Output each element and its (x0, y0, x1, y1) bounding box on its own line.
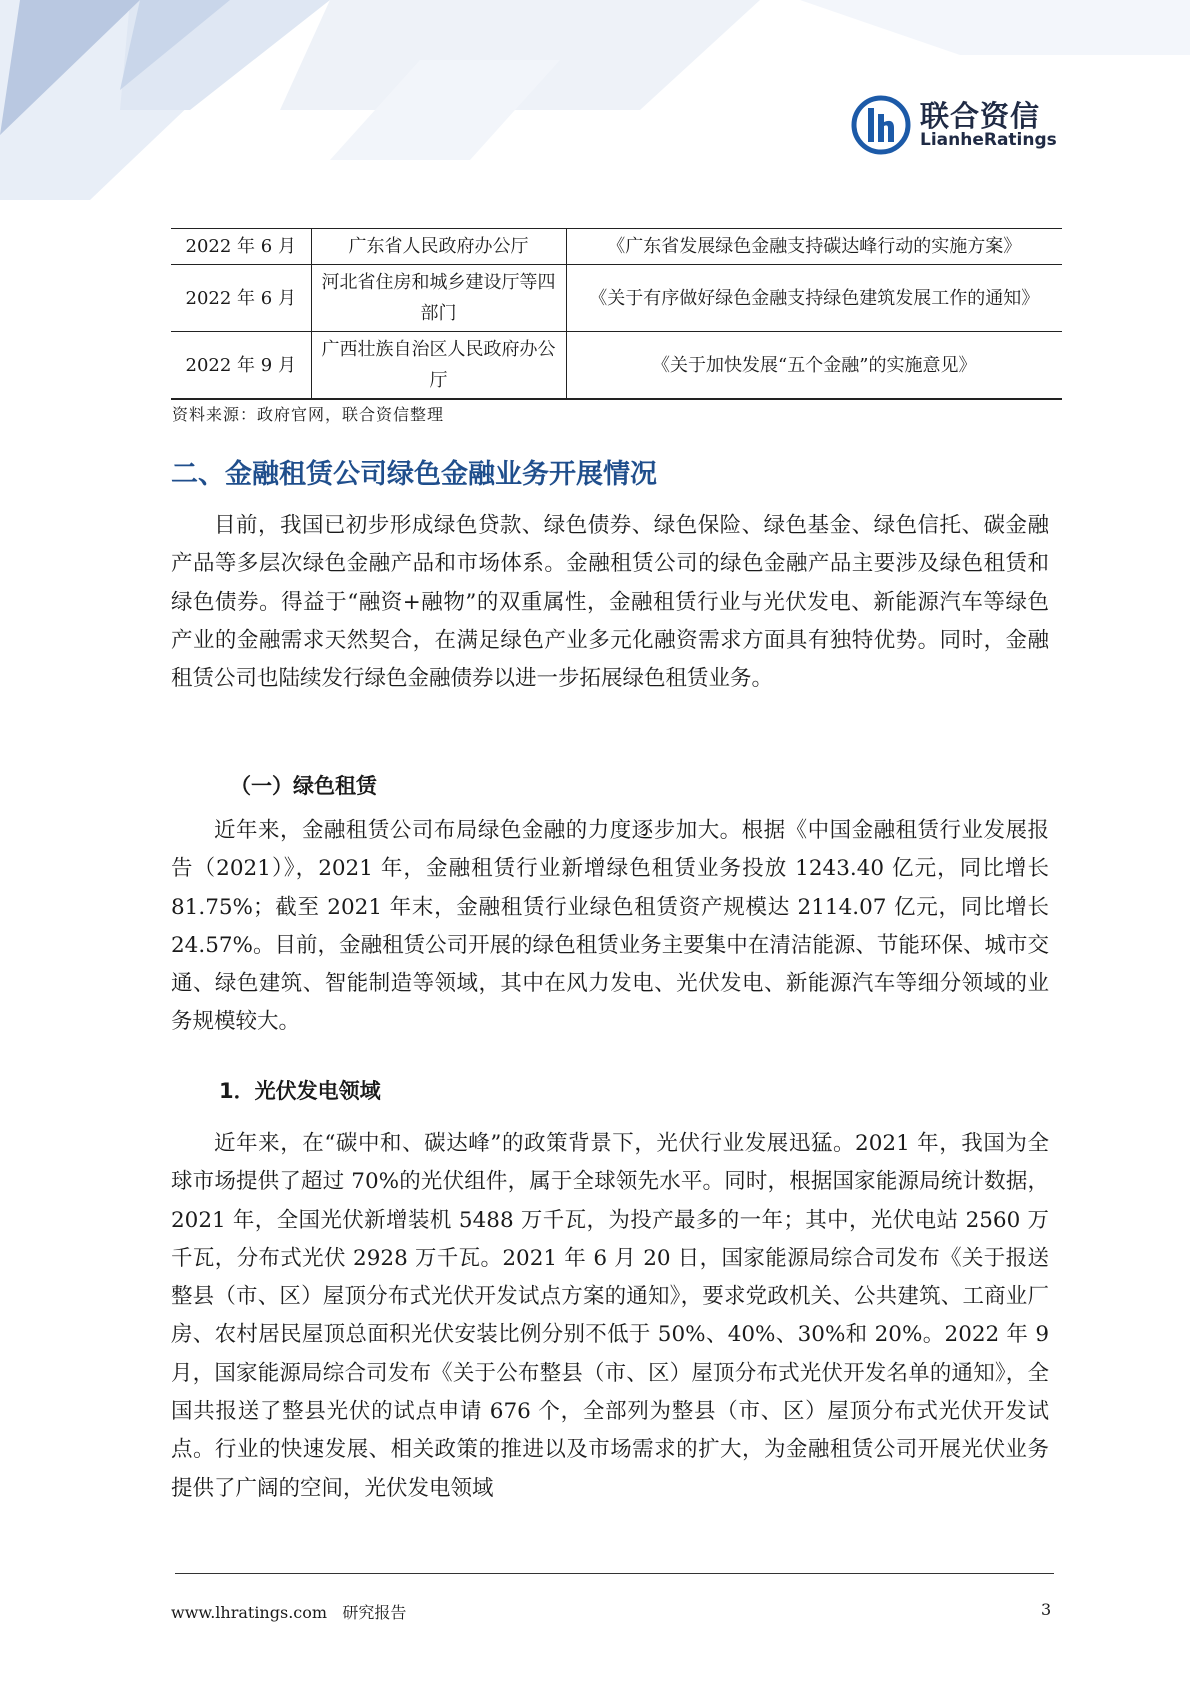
table-row (171, 265, 1062, 332)
logo-text-en: LianheRatings (920, 130, 1057, 150)
table-cell-issuer: 广西壮族自治区人民政府办公厅 (311, 332, 566, 400)
table-cell-issuer: 河北省住房和城乡建设厅等四部门 (311, 265, 566, 332)
table-row (171, 229, 1062, 265)
policy-table (171, 228, 1062, 400)
table-cell-document: 《广东省发展绿色金融支持碳达峰行动的实施方案》 (566, 229, 1062, 265)
subsection-heading-pv: 1．光伏发电领域 (219, 1079, 381, 1103)
section-heading: 二、金融租赁公司绿色金融业务开展情况 (171, 459, 657, 490)
green-leasing-paragraph: 近年来，金融租赁公司布局绿色金融的力度逐步加大。根据《中国金融租赁行业发展报告（2021）》，2021 年，金融租赁行业新增绿色租赁业务投放 1243.40 亿元，同比增长 81.75%；截至 2021 年末，金融租赁行业绿色租赁资产规模达 2114.07 亿元，同比增长 24.57%。目前，金融租赁公司开展的绿色租赁业务主要集中在清洁能源、节能环保、城市交通、绿色建筑、智能制造等领域，其中在风力发电、光伏发电、新能源汽车等细分领域的业务规模较大。 (171, 818, 1049, 1035)
company-logo (850, 92, 1060, 160)
intro-paragraph: 目前，我国已初步形成绿色贷款、绿色债券、绿色保险、绿色基金、绿色信托、碳金融产品等多层次绿色金融产品和市场体系。金融租赁公司的绿色金融产品主要涉及绿色租赁和绿色债券。得益于“融资+融物”的双重属性，金融租赁行业与光伏发电、新能源汽车等绿色产业的金融需求天然契合，在满足绿色产业多元化融资需求方面具有独特优势。同时，金融租赁公司也陆续发行绿色金融债券以进一步拓展绿色租赁业务。 (171, 513, 1049, 692)
table-cell-date: 2022 年 6 月 (171, 229, 311, 265)
pv-paragraph: 近年来，在“碳中和、碳达峰”的政策背景下，光伏行业发展迅猛。2021 年，我国为全球市场提供了超过 70%的光伏组件，属于全球领先水平。同时，根据国家能源局统计数据，2021 年，全国光伏新增装机 5488 万千瓦，为投产最多的一年；其中，光伏电站 2560 万千瓦，分布式光伏 2928 万千瓦。2021 年 6 月 20 日，国家能源局综合司发布《关于报送整县（市、区）屋顶分布式光伏开发试点方案的通知》，要求党政机关、公共建筑、工商业厂房、农村居民屋顶总面积光伏安装比例分别不低于 50%、40%、30%和 20%。2022 年 9 月，国家能源局综合司发布《关于公布整县（市、区）屋顶分布式光伏开发名单的通知》，全国共报送了整县光伏的试点申请 676 个，全部列为整县（市、区）屋顶分布式光伏开发试点。行业的快速发展、相关政策的推进以及市场需求的扩大，为金融租赁公司开展光伏业务提供了广阔的空间，光伏发电领域 (171, 1131, 1049, 1501)
page-number: 3 (1041, 1600, 1052, 1619)
footer-left (171, 1600, 406, 1623)
table-cell-date: 2022 年 9 月 (171, 332, 311, 400)
table-cell-document: 《关于加快发展“五个金融”的实施意见》 (566, 332, 1062, 400)
logo-text-cn: 联合资信 (920, 99, 1041, 133)
table-source-note: 资料来源：政府官网，联合资信整理 (172, 405, 445, 424)
lianhe-logo-icon (850, 94, 912, 156)
table-row (171, 332, 1062, 400)
footer-report-type: 研究报告 (342, 1603, 407, 1622)
footer-divider (175, 1573, 1054, 1574)
footer-website: www.lhratings.com (171, 1603, 328, 1622)
table-cell-issuer: 广东省人民政府办公厅 (311, 229, 566, 265)
table-cell-document: 《关于有序做好绿色金融支持绿色建筑发展工作的通知》 (566, 265, 1062, 332)
subsection-heading-green-leasing: （一）绿色租赁 (230, 774, 377, 798)
table-cell-date: 2022 年 6 月 (171, 265, 311, 332)
